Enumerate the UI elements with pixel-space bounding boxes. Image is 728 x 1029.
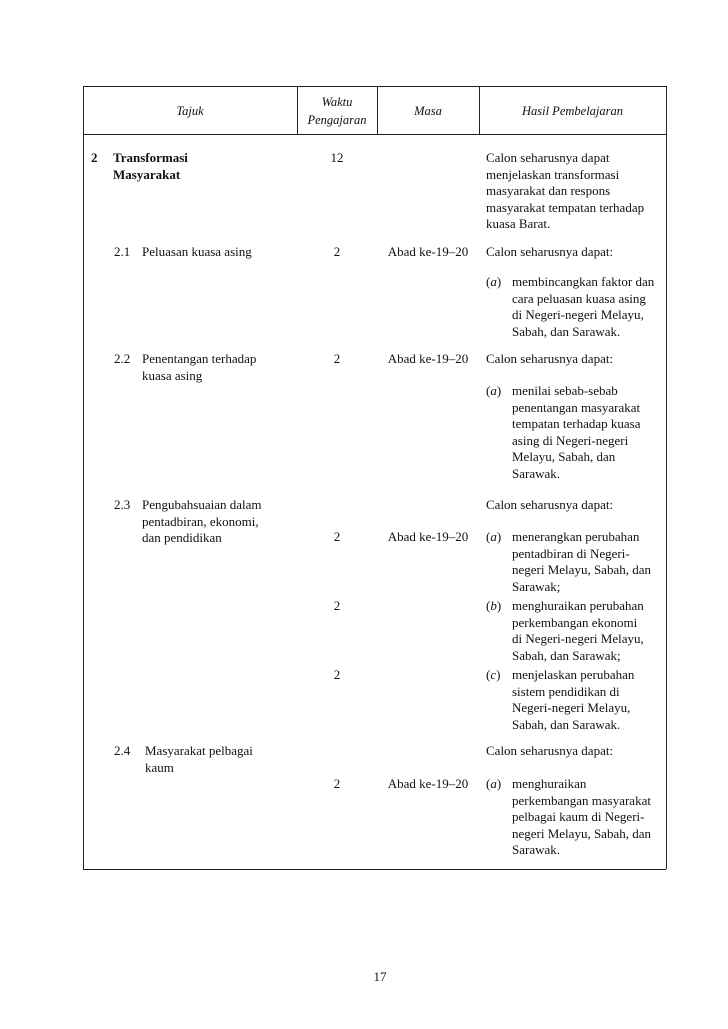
row-masa: Abad ke-19–20 (387, 351, 469, 366)
row-title: Penentangan terhadap kuasa asing (142, 351, 257, 383)
row-lead: Calon seharusnya dapat: (486, 743, 614, 758)
row-title: Masyarakat pelbagai kaum (145, 743, 253, 775)
row-masa: Abad ke-19–20 (387, 244, 469, 259)
row-lead: Calon seharusnya dapat: (486, 351, 614, 366)
row-masa: Abad ke-19–20 (387, 529, 469, 544)
outcome-label: (a) (486, 529, 502, 544)
section-outcome: Calon seharusnya dapat menjelaskan transformasi masyarakat dan respons masyarakat tempatan terhadap kuasa Barat. (486, 150, 645, 231)
header-tajuk: Tajuk (176, 104, 204, 118)
row-lead: Calon seharusnya dapat: (486, 244, 614, 259)
row-number: 2.1 (114, 244, 131, 259)
row-hours: 2 (333, 776, 341, 791)
row-hours: 2 (333, 244, 341, 259)
header-hasil: Hasil Pembelajaran (521, 104, 624, 118)
outcome-label: (a) (486, 274, 502, 289)
row-title: Peluasan kuasa asing (142, 244, 252, 259)
outcome-label: (c) (486, 667, 501, 682)
table-top-border (83, 86, 666, 87)
outcome-text: menghuraikan perkembangan masyarakat pelbagai kaum di Negeri- negeri Melayu, Sabah, dan Sarawak. (512, 776, 651, 857)
outcome-label-letter: a (490, 776, 497, 791)
row-masa: Abad ke-19–20 (387, 776, 469, 791)
header-pengajaran: Pengajaran (307, 113, 367, 127)
outcome-text: membincangkan faktor dan cara peluasan kuasa asing di Negeri-negeri Melayu, Sabah, dan Sarawak. (512, 274, 655, 339)
row-hours: 2 (333, 529, 341, 544)
row-number: 2.3 (114, 497, 131, 512)
table-bottom-border (83, 869, 666, 870)
outcome-text: menilai sebab-sebab penentangan masyarakat tempatan terhadap kuasa asing di Negeri-negeri Melayu, Sabah, dan Sarawak. (512, 383, 641, 481)
outcome-label-letter: a (490, 529, 497, 544)
row-hours: 2 (333, 351, 341, 366)
header-masa: Masa (414, 104, 442, 118)
row-title: Pengubahsuaian dalam pentadbiran, ekonomi, dan pendidikan (142, 497, 262, 545)
outcome-text: menjelaskan perubahan sistem pendidikan di Negeri-negeri Melayu, Sabah, dan Sarawak. (512, 667, 635, 732)
row-lead: Calon seharusnya dapat: (486, 497, 614, 512)
table-right-border (666, 86, 667, 869)
outcome-text: menerangkan perubahan pentadbiran di Negeri- negeri Melayu, Sabah, dan Sarawak; (512, 529, 651, 594)
outcome-label: (a) (486, 776, 502, 791)
outcome-label-letter: b (490, 598, 497, 613)
row-number: 2.4 (114, 743, 131, 758)
outcome-label: (a) (486, 383, 502, 398)
row-hours: 2 (333, 667, 341, 682)
outcome-label-letter: a (490, 383, 497, 398)
outcome-label-letter: a (490, 274, 497, 289)
page-number: 17 (373, 969, 387, 984)
outcome-label: (b) (486, 598, 502, 613)
header-waktu: Waktu (321, 95, 353, 109)
header-bottom-border (83, 134, 666, 135)
outcome-label-letter: c (490, 667, 497, 682)
section-number: 2 (91, 150, 98, 165)
table-left-border (83, 86, 84, 869)
section-title: Transformasi Masyarakat (113, 150, 188, 182)
row-number: 2.2 (114, 351, 131, 366)
outcome-text: menghuraikan perubahan perkembangan ekonomi di Negeri-negeri Melayu, Sabah, dan Sarawak; (512, 598, 644, 663)
row-hours: 2 (333, 598, 341, 613)
section-hours: 12 (330, 150, 344, 165)
